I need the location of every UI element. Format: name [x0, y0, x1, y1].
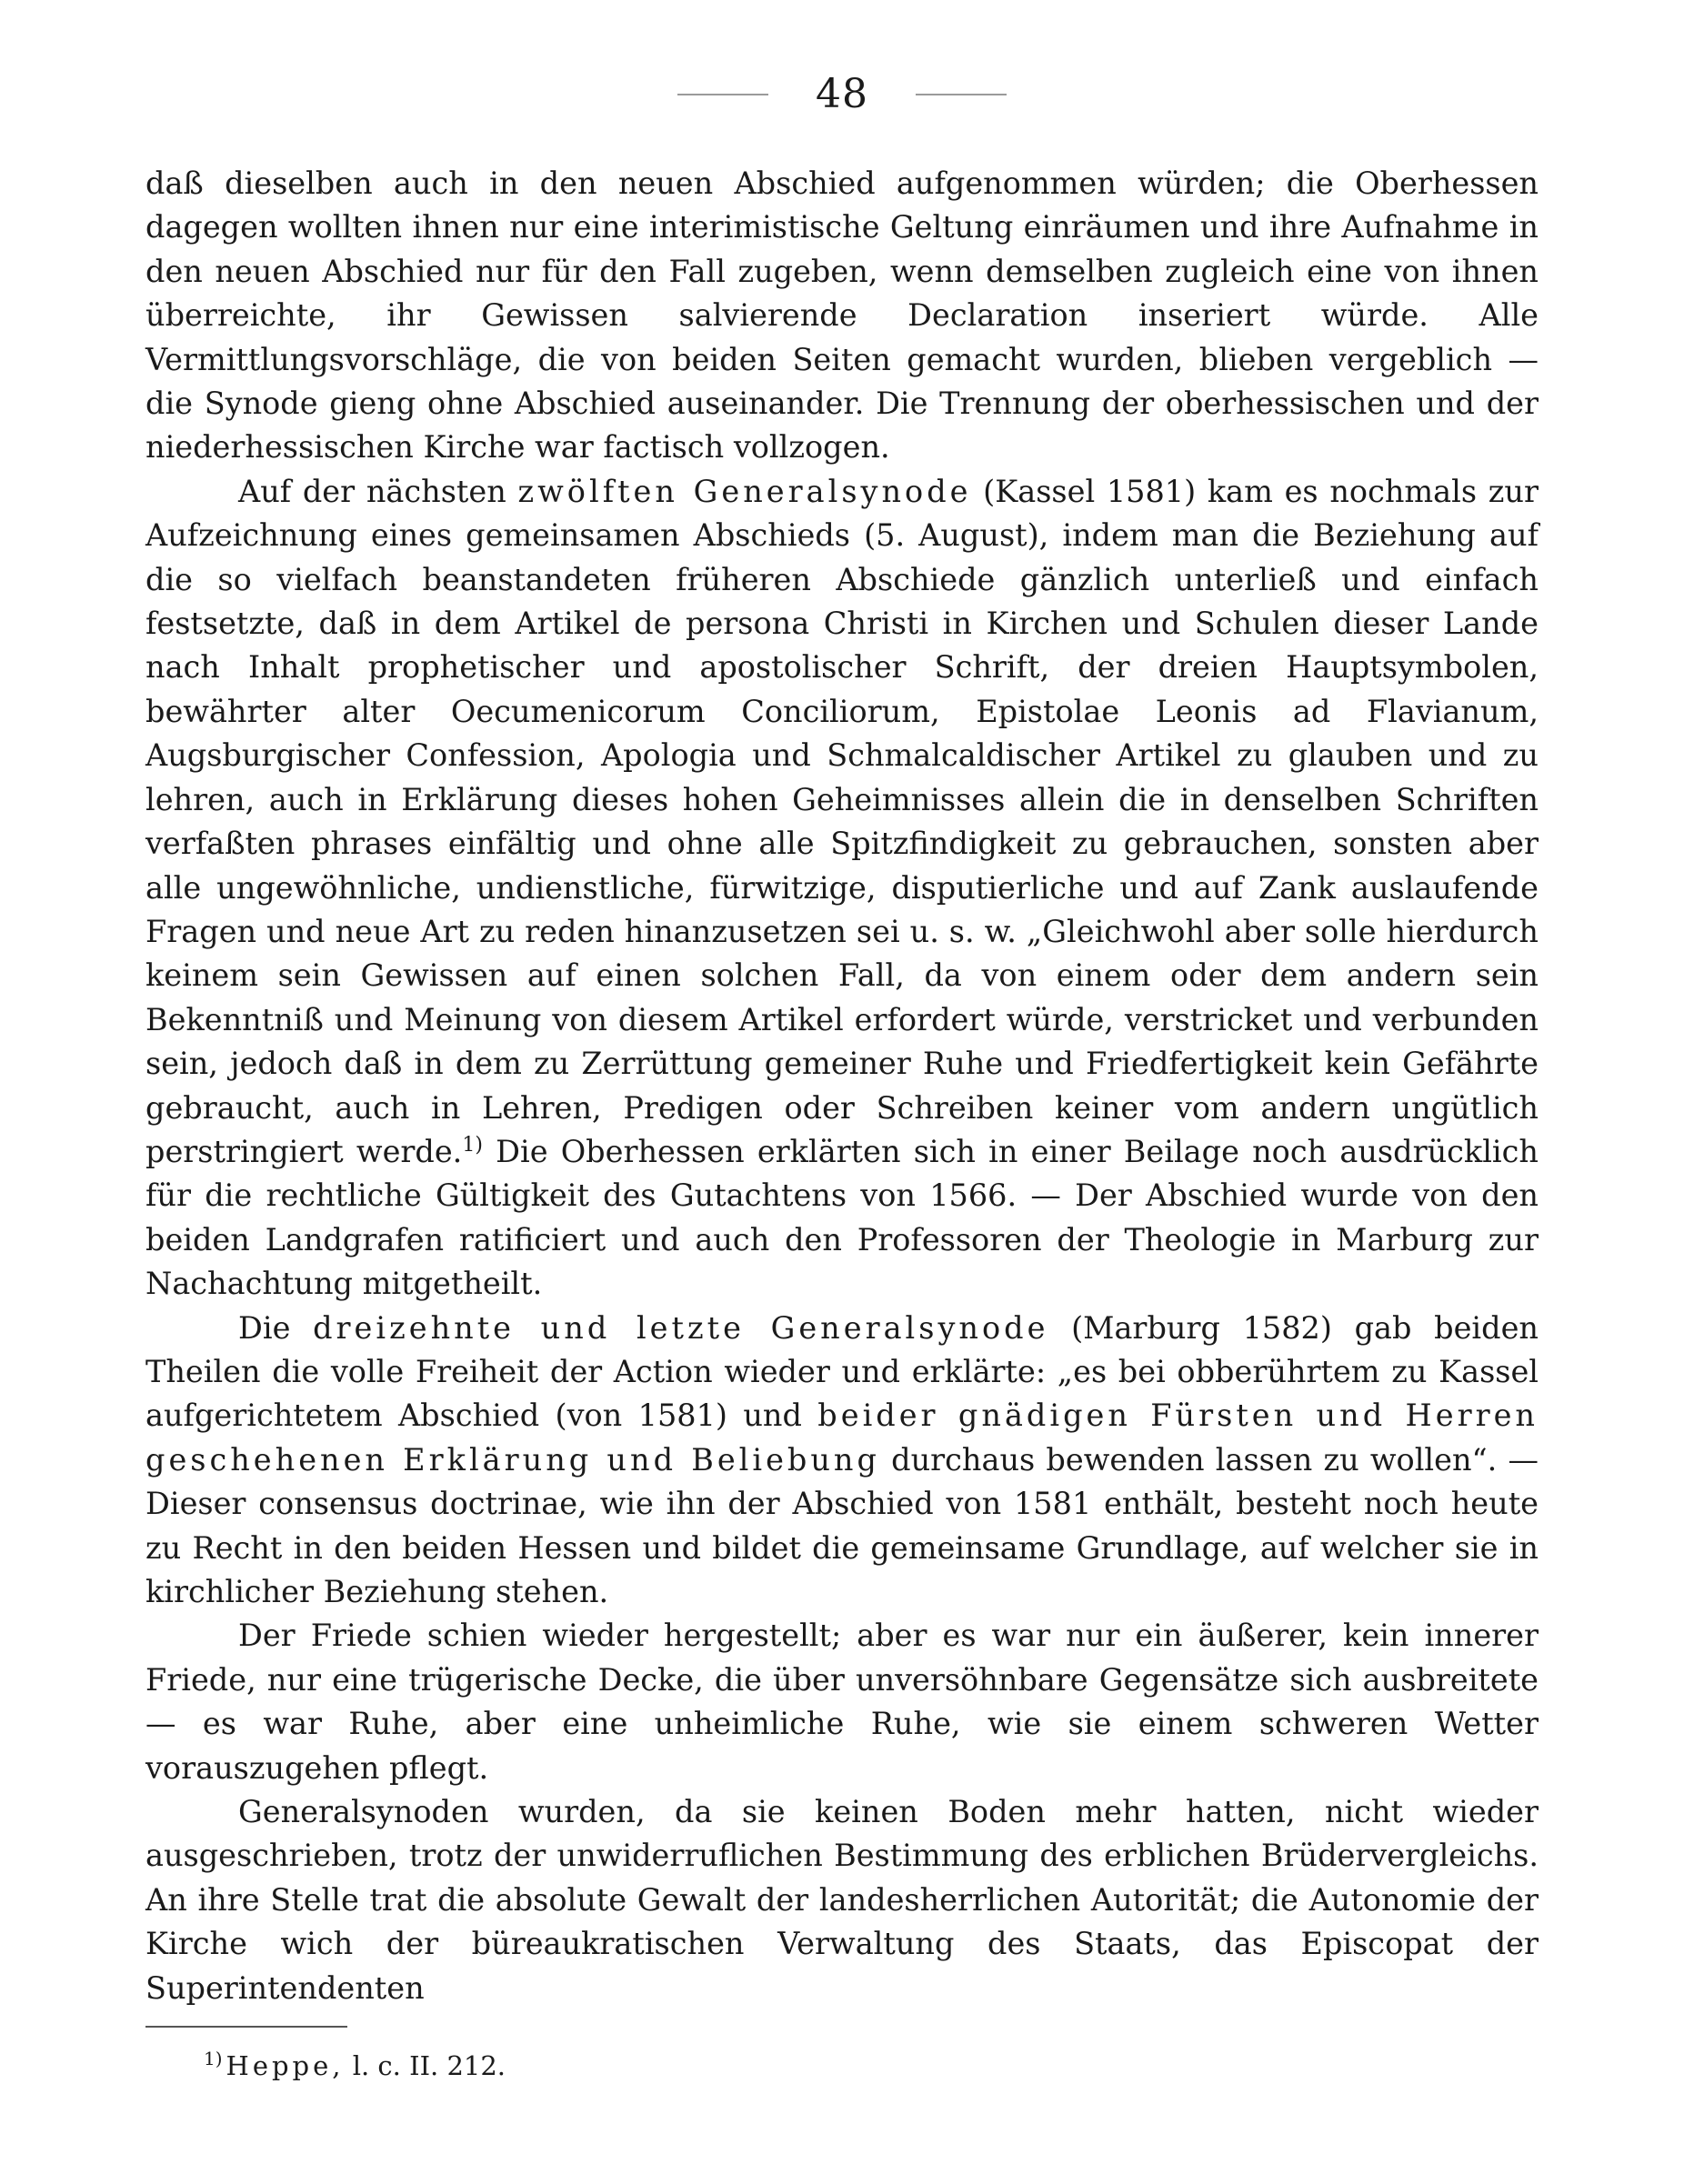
p3-text-start: Die [238, 1309, 291, 1346]
footnote-reference: 1) [462, 1133, 483, 1157]
paragraph-5: Generalsynoden wurden, da sie keinen Boden mehr hatten, nicht wieder ausgeschrieben, trotz der unwiderruflichen Bestimmung des erblichen Brüdervergleichs. An ihre Stelle trat die absolute Gewalt der landesherrlichen Autorität; die Autonomie der Kirche wich der büreaukratischen Verwaltung des Staats, das Episcopat der Superintendenten [145, 1794, 1539, 2006]
footnote-divider [145, 2026, 347, 2028]
paragraph-3 [145, 1307, 1539, 1615]
p3-emphasis-1: dreizehnte und letzte Generalsynode [313, 1309, 1049, 1346]
footnote-text: l. c. II. 212. [352, 2050, 506, 2081]
paragraph-2 [145, 470, 1539, 1307]
header-rule-right [916, 94, 1007, 95]
footnote [204, 2048, 1477, 2084]
p3-emphasis-2: beider gnädigen Fürsten und Herren geschehenen Erklärung und Beliebung [145, 1398, 1539, 1478]
paragraph-4: Der Friede schien wieder hergestellt; aber es war nur ein äußerer, kein innerer Friede, nur eine trügerische Decke, die über unversöhnbare Gegensätze sich ausbreitete — es war Ruhe, aber eine unheimliche Ruhe, wie sie einem schweren Wetter vorauszugehen pflegt. [145, 1618, 1539, 1786]
page-header [0, 71, 1684, 117]
paragraph-1: daß dieselben auch in den neuen Abschied aufgenommen würden; die Oberhessen dagegen wollten ihnen nur eine interimistische Geltung einräumen und ihre Aufnahme in den neuen Abschied nur für den Fall zugeben, wenn demselben zugleich eine von ihnen überreichte, ihr Gewissen salvierende Declaration inseriert würde. Alle Vermittlungsvorschläge, die von beiden Seiten gemacht wurden, blieben vergeblich — die Synode gieng ohne Abschied auseinander. Die Trennung der oberhessischen und der niederhessischen Kirche war factisch vollzogen. [145, 165, 1539, 466]
p2-text-main: (Kassel 1581) kam es nochmals zur Aufzeichnung eines gemeinsamen Abschieds (5. August), indem man die Beziehung auf die so vielfach beanstandeten früheren Abschiede gänzlich unterließ und einfach festsetzte, daß in dem Artikel de persona Christi in Kirchen und Schulen dieser Lande nach Inhalt prophetischer und apostolischer Schrift, der dreien Hauptsymbolen, bewährter alter Oecumenicorum Conciliorum, Epistolae Leonis ad Flavianum, Augsburgischer Confession, Apologia und Schmalcaldischer Artikel zu glauben und zu lehren, auch in Erklärung dieses hohen Geheimnisses allein die in denselben Schriften verfaßten phrases einfältig und ohne alle Spitzfindigkeit zu gebrauchen, sonsten aber alle ungewöhnliche, undienstliche, fürwitzige, disputierliche und auf Zank auslaufende Fragen und neue Art zu reden hinanzusetzen sei u. s. w. „Gleichwohl aber solle hierdurch keinem sein Gewissen auf einen solchen Fall, da von einem oder dem andern sein Bekenntniß und Meinung von diesem Artikel erfordert würde, verstricket und verbunden sein, jedoch daß in dem zu Zerrüttung gemeiner Ruhe und Friedfertigkeit kein Gefährte gebraucht, auch in Lehren, Predigen oder Schreiben keiner vom andern ungütlich perstringiert werde. [145, 473, 1539, 1169]
footnote-marker: 1) [204, 2048, 223, 2070]
footnote-author: Heppe, [226, 2050, 345, 2081]
page-number: 48 [816, 71, 868, 117]
p2-text-start: Auf der nächsten [238, 473, 506, 509]
p3-text-end: durchaus bewenden lassen zu wollen“. — Dieser consensus doctrinae, wie ihn der Abschied von 1581 enthält, besteht noch heute zu Recht in den beiden Hessen und bildet die gemeinsame Grundlage, auf welcher sie in kirchlicher Beziehung stehen. [145, 1441, 1539, 1609]
body-text [145, 162, 1539, 2010]
p2-emphasis: zwölften Generalsynode [517, 473, 972, 509]
p2-text-tail: Die Oberhessen erklärten sich in einer Beilage noch ausdrücklich für die rechtliche Gültigkeit des Gutachtens von 1566. — Der Abschied wurde von den beiden Landgrafen ratificiert und auch den Professoren der Theologie in Marburg zur Nachachtung mitgetheilt. [145, 1133, 1539, 1302]
header-rule-left [677, 94, 768, 95]
p3-text-mid: (Marburg 1582) gab beiden Theilen die volle Freiheit der Action wieder und erklärte: „es bei obberührtem zu Kassel aufgerichtetem Abschied (von 1581) und [145, 1309, 1539, 1434]
